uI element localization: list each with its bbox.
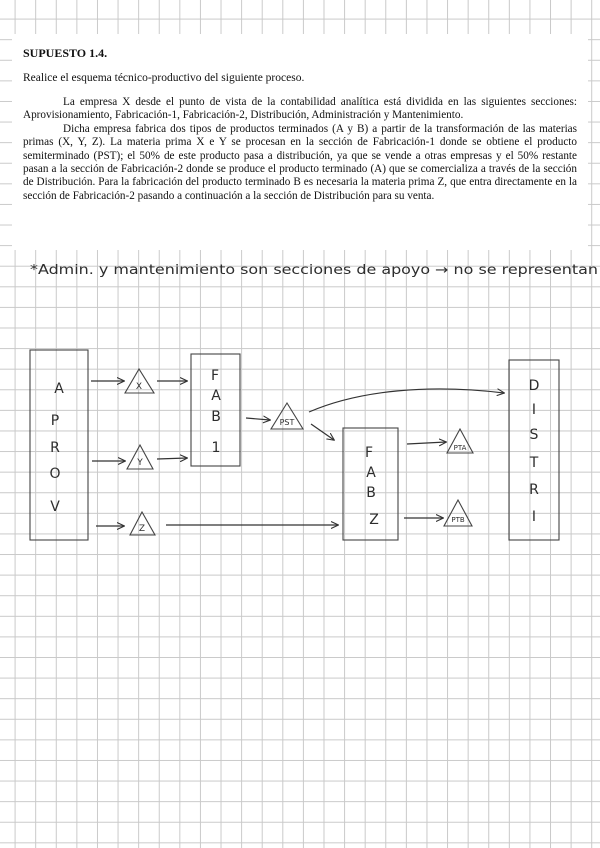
distri-letter: R [529, 482, 539, 498]
distri-letter: I [531, 509, 537, 525]
fab2-letter: B [366, 485, 376, 501]
exercise-instruction: Realice el esquema técnico-productivo del siguiente proceso. [23, 72, 305, 84]
arrow-pst-to-fab2 [311, 424, 334, 440]
fab2-letter: A [366, 465, 376, 481]
arrow-fab2-to-pta [407, 442, 446, 444]
exercise-title: SUPUESTO 1.4. [23, 46, 108, 60]
pst-label: PST [279, 418, 295, 427]
handwritten-note: *Admin. y mantenimiento son secciones de apoyo → no se representan [30, 263, 598, 278]
exercise-paragraph-1: La empresa X desde el punto de vista de la contabilidad analítica está dividida en las siguientes secciones: Aprovisionamiento, Fabricación-1, Fabricación-2, Distribución, Administración y Mantenimiento. [23, 96, 577, 122]
aprov-letter: A [54, 381, 64, 397]
ptb-label: PTB [451, 516, 465, 524]
arrow-fab1-to-pst [246, 418, 270, 420]
aprov-letter: O [49, 466, 61, 482]
fab1-letter: A [211, 388, 221, 404]
aprov-letter: P [50, 413, 60, 429]
distri-letter: T [529, 455, 539, 471]
pta-label: PTA [453, 444, 467, 452]
material-x-label: X [135, 382, 143, 392]
material-y-label: Y [137, 458, 143, 468]
fab2-letter: F [364, 445, 374, 461]
fab1-letter: F [210, 368, 220, 384]
exercise-paragraph-2: Dicha empresa fabrica dos tipos de productos terminados (A y B) a partir de la transformación de las materias primas (X, Y, Z). La materia prima X e Y se procesan en la sección de Fabricación-1 donde se obtiene el producto semiterminado (PST); el 50% de este producto pasa a distribución, ya que se vende a otras empresas y el 50% restante pasan a la sección de Fabricación-2 donde se produce el producto terminado (A) que se comercializa a través de la sección de Distribución. Para la fabricación del producto terminado B es necesaria la materia prima Z, que entra directamente en la sección de Fabricación-2 pasando a continuación a la sección de Distribución para su venta. [23, 122, 577, 202]
material-z-label: Z [138, 524, 146, 534]
distri-letter: S [529, 427, 539, 443]
fab1-letter: 1 [211, 440, 221, 456]
arrow-y-to-fab1 [157, 458, 187, 459]
fab2-letter: Z [369, 512, 379, 528]
distri-letter: D [528, 378, 540, 394]
distri-letter: I [531, 402, 537, 418]
arrow-pst-to-distri [309, 389, 504, 412]
fab1-letter: B [211, 409, 221, 425]
aprov-letter: V [50, 499, 60, 515]
aprov-letter: R [50, 440, 60, 456]
